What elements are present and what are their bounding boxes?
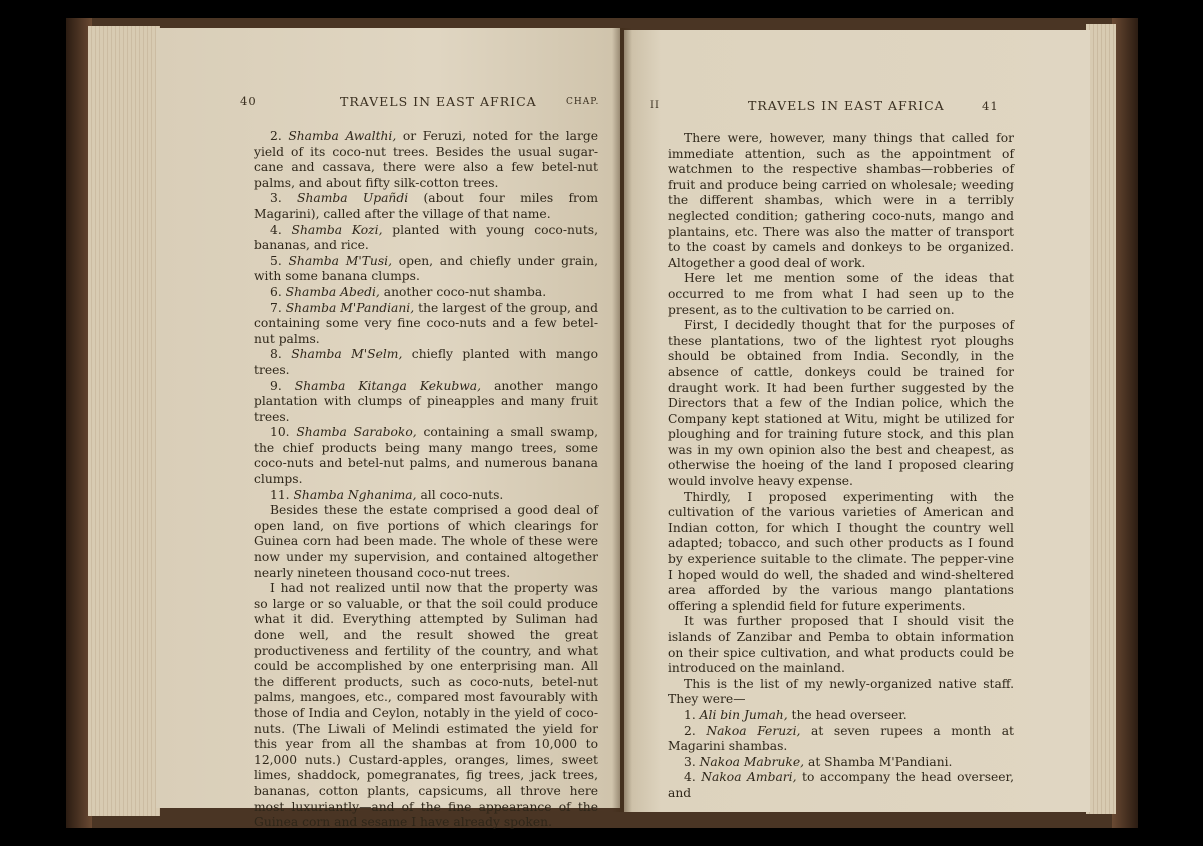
list-item: 1. Ali bin Jumah, the head overseer. xyxy=(684,707,907,722)
left-page-text xyxy=(254,129,598,831)
body-paragraph: I had not realized until now that the property was so large or so valuable, or that the soil could produce what it did. Everything attempted by Suliman had done well, and the result showed the great productiveness and fertility of the country, and what could be accomplished by one enterprising man. All the different products, such as coco-nuts, betel-nut palms, mangoes, etc., compared most favourably with those of India and Ceylon, notably in the yield of coco-nuts. (The Liwali of Melindi estimated the yield for this year from all the shambas at from 10,000 to 12,000 nuts.) Custard-apples, oranges, limes, sweet limes, shaddock, pomegranates, fig trees, jack trees, bananas, cotton plants, capsicums, all throve here most luxuriantly—and of the fine appearance of the Guinea corn and sesame I have already spoken. xyxy=(254,581,598,830)
right-page-text xyxy=(668,131,1014,802)
list-item: 10. Shamba Saraboko, containing a small swamp, the chief products being many mango trees, some coco-nuts and betel-nut palms, and numerous banana clumps. xyxy=(254,425,599,487)
list-item: 4. Shamba Kozi, planted with young coco-nuts, bananas, and rice. xyxy=(254,222,598,253)
body-paragraph: Thirdly, I proposed experimenting with the cultivation of the various varieties of American and Indian cotton, for which I thought the country well adapted; tobacco, and such other products as I found by experience suitable to the climate. The pepper-vine I hoped would do well, the shaded and wind-sheltered area afforded by the various mango plantations offering a splendid field for future experiments. xyxy=(668,489,1014,613)
body-paragraph: First, I decidedly thought that for the purposes of these plantations, two of the lightest ryot ploughs should be obtained from India. Secondly, in the absence of cattle, donkeys could be trained for draught work. It had been further suggested by the Directors that a few of the Indian police, which the Company kept stationed at Witu, might be utilized for ploughing and for training future stock, and this plan was in my own opinion also the best and cheapest, as otherwise the hoeing of the land I proposed clearing would involve heavy expense. xyxy=(668,318,1014,489)
list-item: 6. Shamba Abedi, another coco-nut shamba. xyxy=(270,284,547,299)
list-item: 11. Shamba Nghanima, all coco-nuts. xyxy=(270,487,504,502)
list-item: 4. Nakoa Ambari, to accompany the head overseer, and xyxy=(668,770,1014,800)
body-paragraph: Here let me mention some of the ideas that occurred to me from what I had seen up to the present, as to the cultivation to be carried on. xyxy=(668,271,1014,317)
list-item: 9. Shamba Kitanga Kekubwa, another mango plantation with clumps of pineapples and many fruit trees. xyxy=(254,378,598,424)
right-chapter-roman: II xyxy=(650,100,660,111)
list-item: 8. Shamba M'Selm, chiefly planted with mango trees. xyxy=(254,347,598,377)
page-edges-left xyxy=(88,26,160,816)
left-page xyxy=(156,28,620,830)
right-running-title: TRAVELS IN EAST AFRICA xyxy=(748,98,945,113)
body-paragraph: It was further proposed that I should visit the islands of Zanzibar and Pemba to obtain information on their spice cultivation, and what products could be introduced on the mainland. xyxy=(668,614,1014,676)
right-page xyxy=(624,30,1090,812)
left-chapter-label: CHAP. xyxy=(566,97,600,107)
page-edges-right xyxy=(1086,24,1116,814)
list-item: 3. Shamba Upañdi (about four miles from Magarini), called after the village of that name. xyxy=(254,191,598,221)
left-running-title: TRAVELS IN EAST AFRICA xyxy=(340,94,537,109)
left-folio: 40 xyxy=(240,94,257,108)
book-gutter xyxy=(612,28,632,812)
list-item: 2. Nakoa Feruzi, at seven rupees a month at Magarini shambas. xyxy=(668,723,1014,754)
body-paragraph: This is the list of my newly-organized native staff. They were— xyxy=(668,676,1014,707)
list-item: 2. Shamba Awalthi, or Feruzi, noted for the large yield of its coco-nut trees. Besides the usual sugar-cane and cassava, there were also a few betel-nut palms, and about fifty silk-cotton trees. xyxy=(254,129,598,190)
body-paragraph: There were, however, many things that called for immediate attention, such as the appointment of watchmen to the respective shambas—robberies of fruit and produce being carried on wholesale; weeding the different shambas, which were in a terribly neglected condition; gathering coco-nuts, mango and plantains, etc. There was also the matter of transport to the coast by camels and donkeys to be organized. Altogether a good deal of work. xyxy=(668,131,1014,270)
right-folio: 41 xyxy=(982,99,999,113)
list-item: 7. Shamba M'Pandiani, the largest of the group, and containing some very fine coco-nuts and a few betel-nut palms. xyxy=(254,300,598,346)
list-item: 3. Nakoa Mabruke, at Shamba M'Pandiani. xyxy=(684,754,953,769)
list-item: 5. Shamba M'Tusi, open, and chiefly under grain, with some banana clumps. xyxy=(254,253,598,284)
body-paragraph: Besides these the estate comprised a good deal of open land, on five portions of which clearings for Guinea corn had been made. The whole of these were now under my supervision, and contained altogether nearly nineteen thousand coco-nut trees. xyxy=(254,503,598,580)
